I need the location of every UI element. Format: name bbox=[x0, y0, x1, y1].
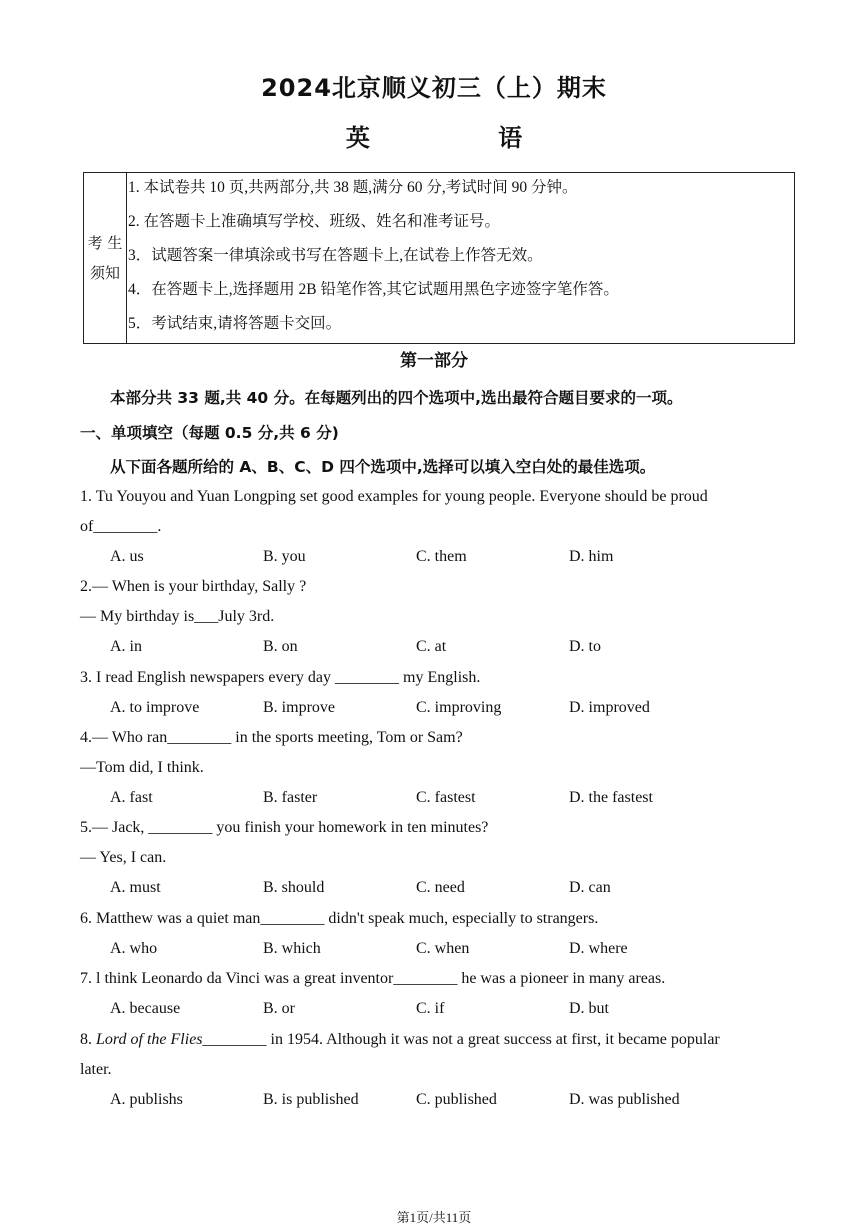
option-d: D. where bbox=[569, 940, 628, 957]
option-c: C. fastest bbox=[416, 789, 476, 806]
option-a: A. must bbox=[110, 879, 161, 896]
option-c: C. improving bbox=[416, 699, 502, 716]
option-a: A. because bbox=[110, 1000, 181, 1017]
option-d: D. improved bbox=[569, 699, 650, 716]
question-line bbox=[80, 1031, 720, 1049]
part-heading: 第一部分 bbox=[400, 351, 468, 371]
subject-title: 英 语 bbox=[345, 124, 583, 152]
notice-label-line2: 须知 bbox=[89, 264, 120, 282]
option-b: B. should bbox=[263, 879, 325, 896]
question-line: 1. Tu Youyou and Yuan Longping set good examples for young people. Everyone should be proud bbox=[80, 488, 708, 505]
question-number: 8. bbox=[80, 1031, 96, 1048]
notice-label bbox=[84, 173, 127, 343]
question-line: of________. bbox=[80, 518, 162, 535]
notice-box bbox=[83, 172, 795, 344]
question-line: — Yes, I can. bbox=[80, 849, 167, 866]
question-text: ________ in 1954. Although it was not a great success at first, it became popular bbox=[202, 1031, 720, 1048]
question-line: — My birthday is___July 3rd. bbox=[80, 608, 275, 625]
question-line: —Tom did, I think. bbox=[80, 759, 204, 776]
option-c: C. if bbox=[416, 1000, 445, 1017]
option-b: B. you bbox=[263, 548, 306, 565]
page-footer: 第1页/共11页 bbox=[396, 1210, 472, 1225]
page-title: 2024北京顺义初三（上）期末 bbox=[261, 74, 607, 102]
part-intro: 本部分共 33 题,共 40 分。在每题列出的四个选项中,选出最符合题目要求的一项。 bbox=[110, 389, 683, 407]
option-a: A. who bbox=[110, 940, 158, 957]
option-d: D. him bbox=[569, 548, 614, 565]
option-d: D. to bbox=[569, 638, 601, 655]
option-d: D. was published bbox=[569, 1091, 680, 1108]
option-d: D. can bbox=[569, 879, 611, 896]
option-c: C. them bbox=[416, 548, 467, 565]
option-c: C. at bbox=[416, 638, 447, 655]
option-a: A. us bbox=[110, 548, 144, 565]
question-line: 4.— Who ran________ in the sports meeting, Tom or Sam? bbox=[80, 729, 463, 746]
option-c: C. published bbox=[416, 1091, 497, 1108]
option-d: D. the fastest bbox=[569, 789, 653, 806]
option-b: B. faster bbox=[263, 789, 318, 806]
question-line: later. bbox=[80, 1061, 112, 1078]
notice-item: 5．考试结束,请将答题卡交回。 bbox=[128, 315, 342, 332]
option-c: C. need bbox=[416, 879, 465, 896]
option-b: B. improve bbox=[263, 699, 335, 716]
notice-label-line1: 考 生 bbox=[87, 234, 123, 252]
option-a: A. to improve bbox=[110, 699, 200, 716]
option-a: A. in bbox=[110, 638, 142, 655]
question-line: 6. Matthew was a quiet man________ didn't speak much, especially to strangers. bbox=[80, 910, 599, 927]
option-a: A. publishs bbox=[110, 1091, 183, 1108]
notice-list bbox=[127, 173, 794, 343]
question-line: 5.— Jack, ________ you finish your homework in ten minutes? bbox=[80, 819, 489, 836]
notice-item: 3．试题答案一律填涂或书写在答题卡上,在试卷上作答无效。 bbox=[128, 247, 543, 264]
question-line: 7. l think Leonardo da Vinci was a great inventor________ he was a pioneer in many areas. bbox=[80, 970, 666, 987]
question-line: 2.— When is your birthday, Sally ? bbox=[80, 578, 307, 595]
option-b: B. or bbox=[263, 1000, 295, 1017]
option-b: B. on bbox=[263, 638, 298, 655]
option-b: B. is published bbox=[263, 1091, 359, 1108]
question-line: 3. I read English newspapers every day ________ my English. bbox=[80, 669, 481, 686]
section-title: 一、单项填空（每题 0.5 分,共 6 分) bbox=[80, 424, 339, 442]
option-c: C. when bbox=[416, 940, 470, 957]
book-title: Lord of the Flies bbox=[96, 1031, 203, 1048]
notice-item: 4．在答题卡上,选择题用 2B 铅笔作答,其它试题用黑色字迹签字笔作答。 bbox=[128, 281, 619, 298]
option-b: B. which bbox=[263, 940, 321, 957]
section-instruction: 从下面各题所给的 A、B、C、D 四个选项中,选择可以填入空白处的最佳选项。 bbox=[110, 458, 656, 476]
notice-item: 1. 本试卷共 10 页,共两部分,共 38 题,满分 60 分,考试时间 90 分钟。 bbox=[128, 179, 578, 196]
option-d: D. but bbox=[569, 1000, 609, 1017]
option-a: A. fast bbox=[110, 789, 153, 806]
notice-item: 2. 在答题卡上准确填写学校、班级、姓名和准考证号。 bbox=[128, 213, 501, 230]
